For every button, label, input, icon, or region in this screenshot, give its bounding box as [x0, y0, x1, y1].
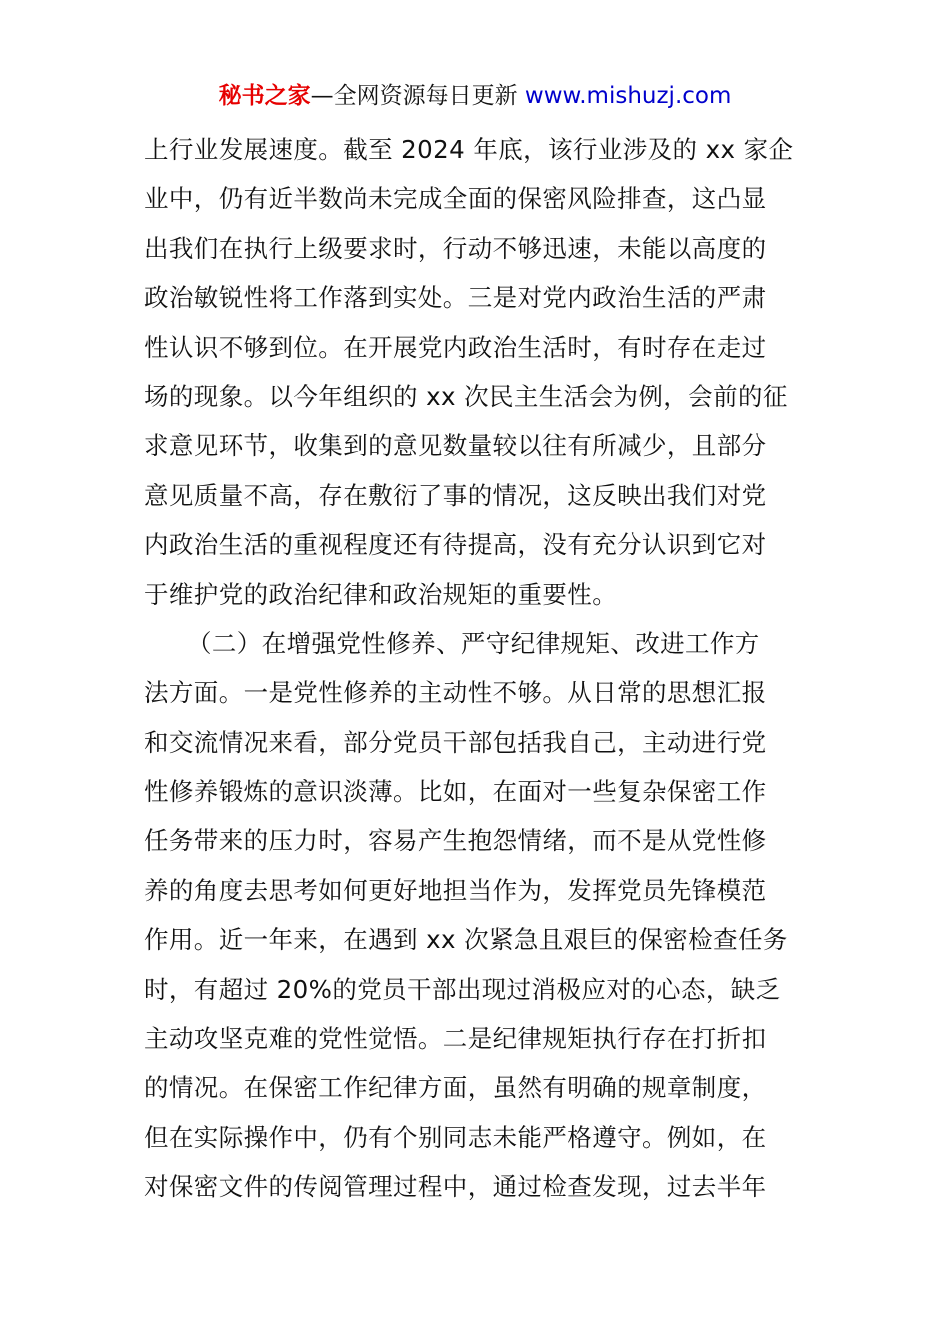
text-line: 内政治生活的重视程度还有待提高，没有充分认识到它对 [144, 530, 767, 560]
text-line: 上行业发展速度。截至 2024 年底，该行业涉及的 xx 家企 [144, 135, 794, 164]
text-line: 和交流情况来看，部分党员干部包括我自己，主动进行党 [144, 727, 767, 757]
text-line: 时，有超过 20%的党员干部出现过消极应对的心态，缺乏 [144, 974, 781, 1004]
page-header [0, 80, 950, 112]
header-brand: 秘书之家 [218, 83, 311, 109]
text-line: 业中，仍有近半数尚未完成全面的保密风险排查，这凸显 [144, 184, 767, 214]
text-line: 法方面。一是党性修养的主动性不够。从日常的思想汇报 [144, 678, 767, 708]
paragraph-2 [144, 619, 814, 1212]
text-line: 政治敏锐性将工作落到实处。三是对党内政治生活的严肃 [144, 283, 767, 313]
text-line: 作用。近一年来，在遇到 xx 次紧急且艰巨的保密检查任务 [144, 925, 788, 955]
text-line: 任务带来的压力时，容易产生抱怨情绪，而不是从党性修 [144, 826, 767, 856]
text-line: 场的现象。以今年组织的 xx 次民主生活会为例，会前的征 [144, 381, 788, 411]
text-line: 主动攻坚克难的党性觉悟。二是纪律规矩执行存在打折扣 [144, 1024, 767, 1054]
header-tagline: —全网资源每日更新 [310, 83, 525, 109]
text-line: （二）在增强党性修养、严守纪律规矩、改进工作方 [187, 628, 760, 658]
header-site-link[interactable]: www.mishuzj.com [524, 83, 732, 109]
text-line: 的情况。在保密工作纪律方面，虽然有明确的规章制度， [144, 1073, 767, 1103]
text-line: 意见质量不高，存在敷衍了事的情况，这反映出我们对党 [144, 480, 767, 510]
text-line: 求意见环节，收集到的意见数量较以往有所减少，且部分 [144, 431, 767, 461]
text-line: 性认识不够到位。在开展党内政治生活时，有时存在走过 [144, 332, 767, 362]
text-line: 养的角度去思考如何更好地担当作为，发挥党员先锋模范 [144, 875, 767, 905]
text-line: 性修养锻炼的意识淡薄。比如，在面对一些复杂保密工作 [144, 777, 767, 807]
text-line: 出我们在执行上级要求时，行动不够迅速，未能以高度的 [144, 233, 767, 263]
text-line: 但在实际操作中，仍有个别同志未能严格遵守。例如，在 [144, 1122, 767, 1152]
paragraph-1 [144, 125, 814, 619]
text-line: 对保密文件的传阅管理过程中，通过检查发现，过去半年 [144, 1172, 767, 1202]
text-line: 于维护党的政治纪律和政治规矩的重要性。 [144, 579, 618, 609]
document-body [144, 125, 814, 1212]
